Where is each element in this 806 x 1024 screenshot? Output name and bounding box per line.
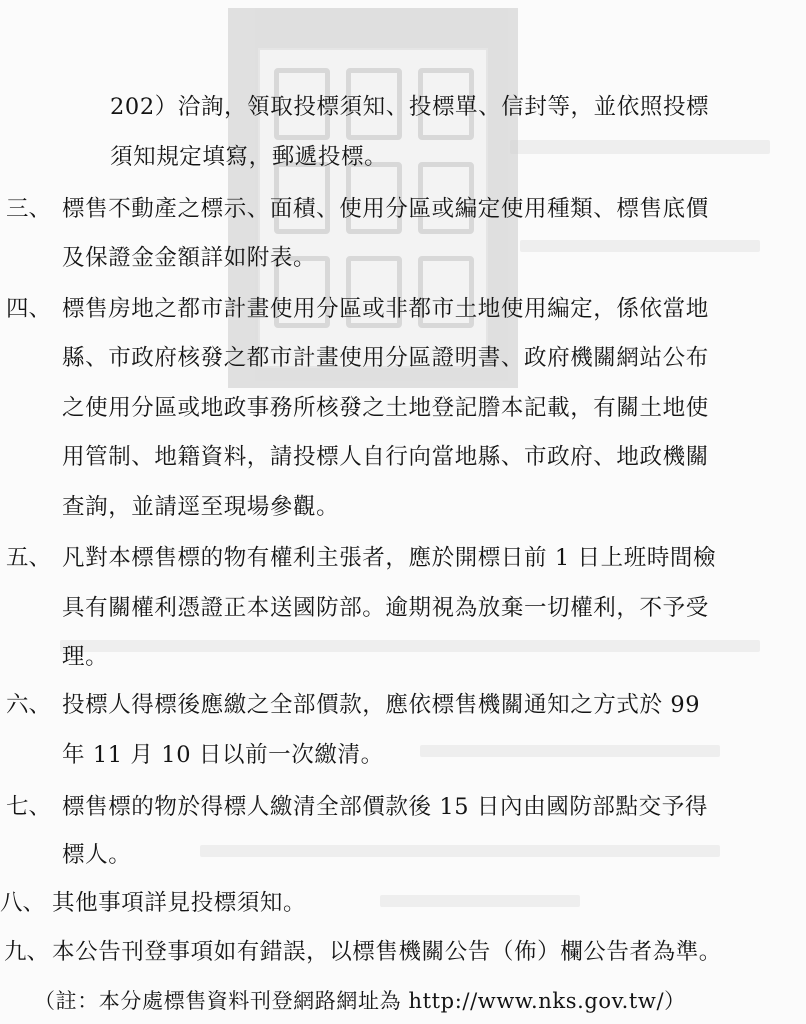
item-2-line-2: 須知規定填寫，郵遞投標。 [110, 144, 388, 170]
item-7-number: 七、 [6, 794, 52, 820]
bleed-through-mark [510, 140, 770, 154]
item-5-line-3: 理。 [62, 644, 109, 670]
item-5-number: 五、 [6, 545, 52, 571]
item-5-line-1: 凡對本標售標的物有權利主張者，應於開標日前 1 日上班時間檢 [62, 545, 717, 571]
bleed-through-mark [60, 640, 760, 652]
item-9-line-1: 本公告刊登事項如有錯誤，以標售機關公告（佈）欄公告者為準。 [52, 939, 722, 965]
item-8-number: 八、 [0, 890, 46, 916]
item-2-line-1: 202）洽詢，領取投標須知、投標單、信封等，並依照投標 [110, 94, 710, 120]
item-6-line-1: 投標人得標後應繳之全部價款，應依標售機關通知之方式於 99 [62, 692, 701, 718]
bleed-through-mark [420, 745, 720, 757]
item-4-line-4: 用管制、地籍資料，請投標人自行向當地縣、市政府、地政機關 [62, 444, 709, 470]
item-4-line-5: 查詢，並請逕至現場參觀。 [62, 494, 340, 520]
bleed-through-mark [380, 895, 580, 907]
item-4-line-3: 之使用分區或地政事務所核發之土地登記謄本記載，有關土地使 [62, 395, 709, 421]
item-5-line-2: 具有關權利憑證正本送國防部。逾期視為放棄一切權利，不予受 [62, 595, 709, 621]
bleed-through-mark [200, 845, 720, 857]
item-4-number: 四、 [6, 296, 52, 322]
item-9-number: 九、 [4, 939, 50, 965]
bleed-through-mark [520, 240, 760, 252]
item-3-line-1: 標售不動產之標示、面積、使用分區或編定使用種類、標售底價 [62, 196, 709, 222]
website-footnote: （註：本分處標售資料刊登網路網址為 http://www.nks.gov.tw/） [34, 989, 686, 1013]
item-6-number: 六、 [6, 692, 52, 718]
item-7-line-1: 標售標的物於得標人繳清全部價款後 15 日內由國防部點交予得 [62, 794, 708, 820]
item-4-line-2: 縣、市政府核發之都市計畫使用分區證明書、政府機關網站公布 [62, 345, 709, 371]
item-3-line-2: 及保證金金額詳如附表。 [62, 245, 317, 271]
item-8-line-1: 其他事項詳見投標須知。 [52, 890, 307, 916]
item-7-line-2: 標人。 [62, 842, 132, 868]
item-4-line-1: 標售房地之都市計畫使用分區或非都市土地使用編定，係依當地 [62, 296, 709, 322]
item-3-number: 三、 [6, 196, 52, 222]
item-6-line-2: 年 11 月 10 日以前一次繳清。 [62, 742, 384, 768]
